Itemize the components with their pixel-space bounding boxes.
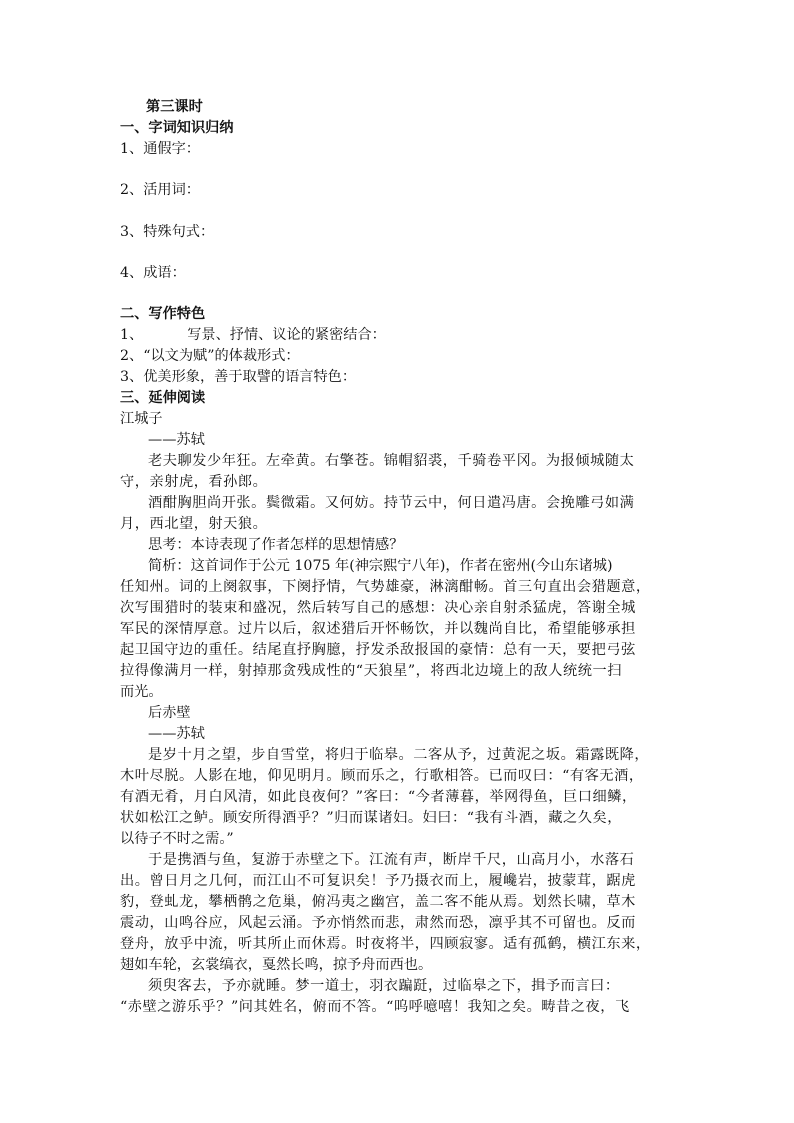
analysis-line: 而光。 <box>120 684 163 700</box>
poem-line: 守，亲射虎，看孙郎。 <box>120 474 268 490</box>
prose-line: 豹，登虬龙，攀栖鹘之危巢，俯冯夷之幽宫，盖二客不能从焉。划然长啸，草木 <box>120 894 636 910</box>
section-heading-vocabulary: 一、字词知识归纳 <box>120 120 234 136</box>
poem-line: 老夫聊发少年狂。左牵黄。右擎苍。锦帽貂裘，千骑卷平冈。为报倾城随太 <box>148 453 635 469</box>
prose-line: 于是携酒与鱼，复游于赤壁之下。江流有声，断岸千尺，山高月小，水落石 <box>148 852 635 868</box>
poem-line: 月，西北望，射天狼。 <box>120 516 268 532</box>
analysis-line: 次写围猎时的装束和盛况，然后转写自己的感想：决心亲自射杀猛虎，答谢全城 <box>120 600 636 616</box>
question-text: 思考：本诗表现了作者怎样的思想情感？ <box>148 537 404 553</box>
analysis-line: 起卫国守边的重任。结尾直抒胸臆，抒发杀敌报国的豪情：总有一天，要把弓弦 <box>120 642 636 658</box>
prose-line: 是岁十月之望，步自雪堂，将归于临皋。二客从予，过黄泥之坂。霜露既降， <box>148 747 650 763</box>
poem-line: 酒酣胸胆尚开张。鬓微霜。又何妨。持节云中，何日遣冯唐。会挽雕弓如满 <box>148 495 635 511</box>
list-item-text: 写景、抒情、议论的紧密结合： <box>187 327 386 343</box>
prose-line: 有酒无肴，月白风清，如此良夜何？”客曰：“今者薄暮，举网得鱼，巨口细鳞， <box>120 789 637 805</box>
analysis-line: 军民的深情厚意。过片以后，叙述猎后开怀畅饮，并以魏尚自比，希望能够承担 <box>120 621 636 637</box>
prose-line: 须臾客去，予亦就睡。梦一道士，羽衣蹁跹，过临皋之下，揖予而言曰： <box>148 978 620 994</box>
poem-title: 后赤壁 <box>148 705 191 721</box>
list-item: 4、成语： <box>120 265 186 281</box>
analysis-line: 简析：这首词作于公元 1075 年(神宗熙宁八年)，作者在密州(今山东诸城) <box>148 558 613 574</box>
prose-line: 以待子不时之需。” <box>120 831 234 847</box>
prose-line: 木叶尽脱。人影在地，仰见明月。顾而乐之，行歌相答。已而叹曰：“有客无酒， <box>120 768 644 784</box>
list-item: 1、通假字： <box>120 141 200 157</box>
poem-author: ——苏轼 <box>148 726 205 742</box>
list-item: 3、优美形象，善于取譬的语言特色： <box>120 369 357 385</box>
prose-line: 翅如车轮，玄裳缟衣，戛然长鸣，掠予舟而西也。 <box>120 957 433 973</box>
lesson-title: 第三课时 <box>146 99 203 115</box>
prose-line: 震动，山鸣谷应，风起云涌。予亦悄然而悲，肃然而恐，凛乎其不可留也。反而 <box>120 915 636 931</box>
prose-line: 状如松江之鲈。顾安所得酒乎？”归而谋诸妇。妇曰：“我有斗酒，藏之久矣， <box>120 810 622 826</box>
section-heading-extended-reading: 三、延伸阅读 <box>120 390 206 406</box>
list-item <box>120 325 386 345</box>
prose-line: 登舟，放乎中流，听其所止而休焉。时夜将半，四顾寂寥。适有孤鹤，横江东来， <box>120 936 651 952</box>
list-item-number: 1、 <box>120 327 144 343</box>
analysis-line: 拉得像满月一样，射掉那贪残成性的“天狼星”，将西北边境上的敌人统统一扫 <box>120 663 622 679</box>
list-item: 2、“以文为赋”的体裁形式： <box>120 348 300 364</box>
prose-line: 出。曾日月之几何，而江山不可复识矣！予乃摄衣而上，履巉岩，披蒙茸，踞虎 <box>120 873 636 889</box>
analysis-line: 任知州。词的上阕叙事，下阕抒情，气势雄豪，淋漓酣畅。首三句直出会猎题意， <box>120 579 651 595</box>
poem-author: ——苏轼 <box>148 432 205 448</box>
list-item: 2、活用词： <box>120 182 200 198</box>
prose-line: “赤壁之游乐乎？”问其姓名，俯而不答。“呜呼噫嘻！我知之矣。畴昔之夜，飞 <box>120 999 630 1015</box>
list-item: 3、特殊句式： <box>120 224 215 240</box>
section-heading-writing-features: 二、写作特色 <box>120 306 206 322</box>
poem-title: 江城子 <box>120 411 163 427</box>
